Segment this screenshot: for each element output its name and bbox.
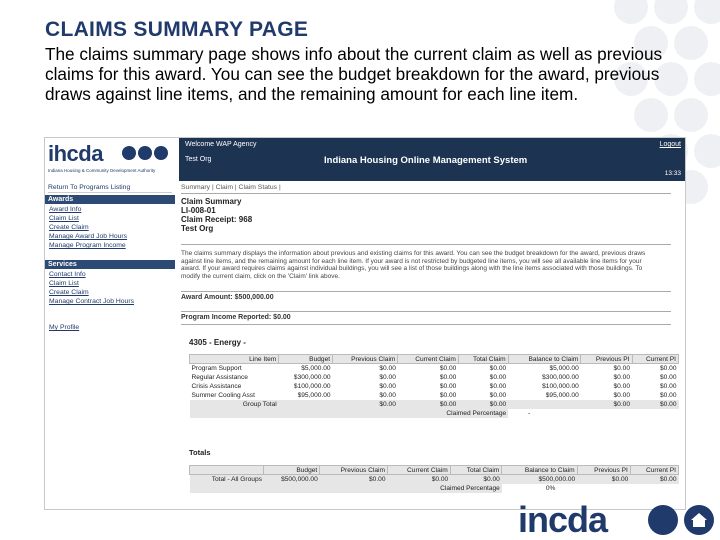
table-cell: $0.00 <box>489 364 507 372</box>
table-cell: $5,000.00 <box>549 364 579 372</box>
table-cell: $0.00 <box>659 391 677 399</box>
main-content <box>179 183 685 509</box>
table-cell: $0.00 <box>439 373 457 381</box>
sidebar-item-award-info[interactable]: Award Info <box>49 206 82 213</box>
column-header: Current PI <box>630 466 678 475</box>
footer-logo-circle-icon <box>648 505 678 535</box>
footer-logo-house-icon <box>684 505 714 535</box>
table-cell: $0.00 <box>489 382 507 390</box>
divider <box>181 193 671 194</box>
welcome-text: Welcome WAP Agency <box>185 141 257 148</box>
table-cell: $0.00 <box>577 475 630 484</box>
table-cell: $0.00 <box>439 364 457 372</box>
claim-org: Test Org <box>181 224 214 233</box>
footer-ihcda-logo <box>518 499 718 540</box>
logo-subtitle: Indiana Housing & Community Development Authority <box>48 168 156 173</box>
column-header: Previous Claim <box>320 466 388 475</box>
column-header: Budget <box>279 355 333 364</box>
table-cell: $0.00 <box>398 400 458 409</box>
claimed-percentage-row <box>190 409 679 418</box>
table-row <box>190 391 679 400</box>
table-cell: $300,000.00 <box>542 373 579 381</box>
table-cell: Total - All Groups <box>190 475 264 484</box>
table-cell: $0.00 <box>379 364 396 372</box>
app-screenshot <box>44 137 686 510</box>
column-header: Line Item <box>190 355 279 364</box>
column-header: Current Claim <box>388 466 451 475</box>
claimed-percentage-value: 0% <box>545 484 556 492</box>
column-header: Current PI <box>632 355 678 364</box>
claim-id: LI-008-01 <box>181 206 216 215</box>
logo-text: ihcda <box>48 141 103 166</box>
footer-logo-text: incda <box>518 499 608 540</box>
session-time: 13:33 <box>664 170 681 177</box>
totals-row <box>190 475 679 484</box>
table-cell: $0.00 <box>613 364 631 372</box>
table-cell: $0.00 <box>333 400 398 409</box>
table-cell: $0.00 <box>659 364 677 372</box>
table-cell: $0.00 <box>659 382 677 390</box>
table-cell: $0.00 <box>613 373 631 381</box>
table-cell: $95,000.00 <box>297 391 331 399</box>
table-cell: $0.00 <box>458 400 508 409</box>
table-cell: $0.00 <box>489 373 507 381</box>
table-cell: $0.00 <box>630 475 678 484</box>
column-header: Balance to Claim <box>502 466 577 475</box>
table-cell: $0.00 <box>659 373 677 381</box>
table-row <box>190 382 679 391</box>
table-cell: Program Support <box>191 364 242 372</box>
logout-link[interactable]: Logout <box>659 141 681 148</box>
sidebar-item-my-profile[interactable]: My Profile <box>49 324 80 331</box>
table-cell: $0.00 <box>439 391 457 399</box>
top-navbar <box>179 138 685 181</box>
column-header: Balance to Claim <box>508 355 581 364</box>
column-header <box>190 466 264 475</box>
column-header: Current Claim <box>398 355 458 364</box>
claim-summary-title: Claim Summary <box>181 197 242 206</box>
line-items-table <box>189 354 679 418</box>
claimed-percentage-value: - <box>528 409 531 417</box>
totals-claimed-percentage-row <box>190 484 679 493</box>
table-row <box>190 373 679 382</box>
claim-receipt: Claim Receipt: 968 <box>181 215 253 224</box>
table-cell: $0.00 <box>613 391 631 399</box>
column-header: Total Claim <box>458 355 508 364</box>
program-income-reported: Program Income Reported: $0.00 <box>181 314 291 321</box>
table-cell: $0.00 <box>613 382 631 390</box>
return-to-programs-link[interactable]: Return To Programs Listing <box>48 184 172 193</box>
totals-table <box>189 465 679 493</box>
table-cell: $0.00 <box>388 475 451 484</box>
table-cell: $0.00 <box>320 475 388 484</box>
table-cell: $0.00 <box>632 400 678 409</box>
table-cell <box>279 400 333 409</box>
divider <box>181 291 671 292</box>
sidebar-item-create-claim[interactable]: Create Claim <box>49 224 89 231</box>
column-header: Previous PI <box>581 355 632 364</box>
sidebar-header-awards: Awards <box>45 195 175 204</box>
table-cell <box>508 400 581 409</box>
claim-description: The claims summary displays the information about previous and existing claims for this award. You can see the budget breakdown for the award, previous draws against line items, and the remaining amount for each line item. If your award is not restricted by budgeted line items, you will see all available line items for your award. If your award requires claims against individual buildings, you will see a list of those buildings along with the line items associated with those buildings. To modify the current claim, click on the 'Claim' link above. <box>181 250 646 280</box>
table-cell: Group Total <box>190 400 279 409</box>
column-header: Previous Claim <box>333 355 398 364</box>
table-cell: $100,000.00 <box>293 382 331 390</box>
group-total-row <box>190 400 679 409</box>
divider <box>181 244 671 245</box>
table-cell: Crisis Assistance <box>191 382 242 390</box>
sidebar-item-services-claim-list[interactable]: Claim List <box>49 280 79 287</box>
table-cell: $95,000.00 <box>545 391 579 399</box>
claimed-percentage-label: Claimed Percentage <box>190 409 509 418</box>
table-cell: $0.00 <box>439 382 457 390</box>
table-cell: $500,000.00 <box>264 475 320 484</box>
sidebar-item-contact-info[interactable]: Contact Info <box>49 271 86 278</box>
column-header: Budget <box>264 466 320 475</box>
totals-title: Totals <box>189 448 211 457</box>
table-cell: $0.00 <box>379 382 396 390</box>
claimed-percentage-label: Claimed Percentage <box>190 484 502 493</box>
divider <box>181 311 671 312</box>
table-cell: $0.00 <box>581 400 632 409</box>
table-cell: $500,000.00 <box>502 475 577 484</box>
column-header: Total Claim <box>450 466 502 475</box>
table-cell: Regular Assistance <box>191 373 248 381</box>
sidebar-item-manage-program-income[interactable]: Manage Program Income <box>49 242 126 249</box>
app-header <box>45 138 685 181</box>
slide-description: The claims summary page shows info about the current claim as well as previous claims for this award. You can see the budget breakdown for the award, previous draws against line items, and the remaining amount for each line item. <box>45 44 663 104</box>
table-cell: $0.00 <box>450 475 502 484</box>
table-row <box>190 364 679 373</box>
logo-icons <box>122 146 170 165</box>
section-title: 4305 - Energy - <box>189 338 246 347</box>
breadcrumb[interactable]: Summary | Claim | Claim Status | <box>181 184 281 191</box>
award-amount: Award Amount: $500,000.00 <box>181 294 274 301</box>
sidebar-item-claim-list[interactable]: Claim List <box>49 215 79 222</box>
table-cell: $5,000.00 <box>301 364 331 372</box>
table-cell: $0.00 <box>379 391 396 399</box>
table-cell: $100,000.00 <box>542 382 579 390</box>
divider <box>181 324 671 325</box>
table-cell: $0.00 <box>379 373 396 381</box>
column-header: Previous PI <box>577 466 630 475</box>
org-name: Test Org <box>185 156 212 163</box>
system-title: Indiana Housing Online Management System <box>324 155 528 166</box>
slide-title: CLAIMS SUMMARY PAGE <box>45 18 309 41</box>
table-cell: $300,000.00 <box>293 373 331 381</box>
sidebar-item-manage-award-job-hours[interactable]: Manage Award Job Hours <box>49 233 128 240</box>
sidebar-item-services-create-claim[interactable]: Create Claim <box>49 289 89 296</box>
sidebar-header-services: Services <box>45 260 175 269</box>
sidebar-item-manage-contract-job-hours[interactable]: Manage Contract Job Hours <box>49 298 135 305</box>
ihcda-logo <box>48 141 176 175</box>
table-cell: Summer Cooling Asst <box>191 391 255 399</box>
table-cell: $0.00 <box>489 391 507 399</box>
